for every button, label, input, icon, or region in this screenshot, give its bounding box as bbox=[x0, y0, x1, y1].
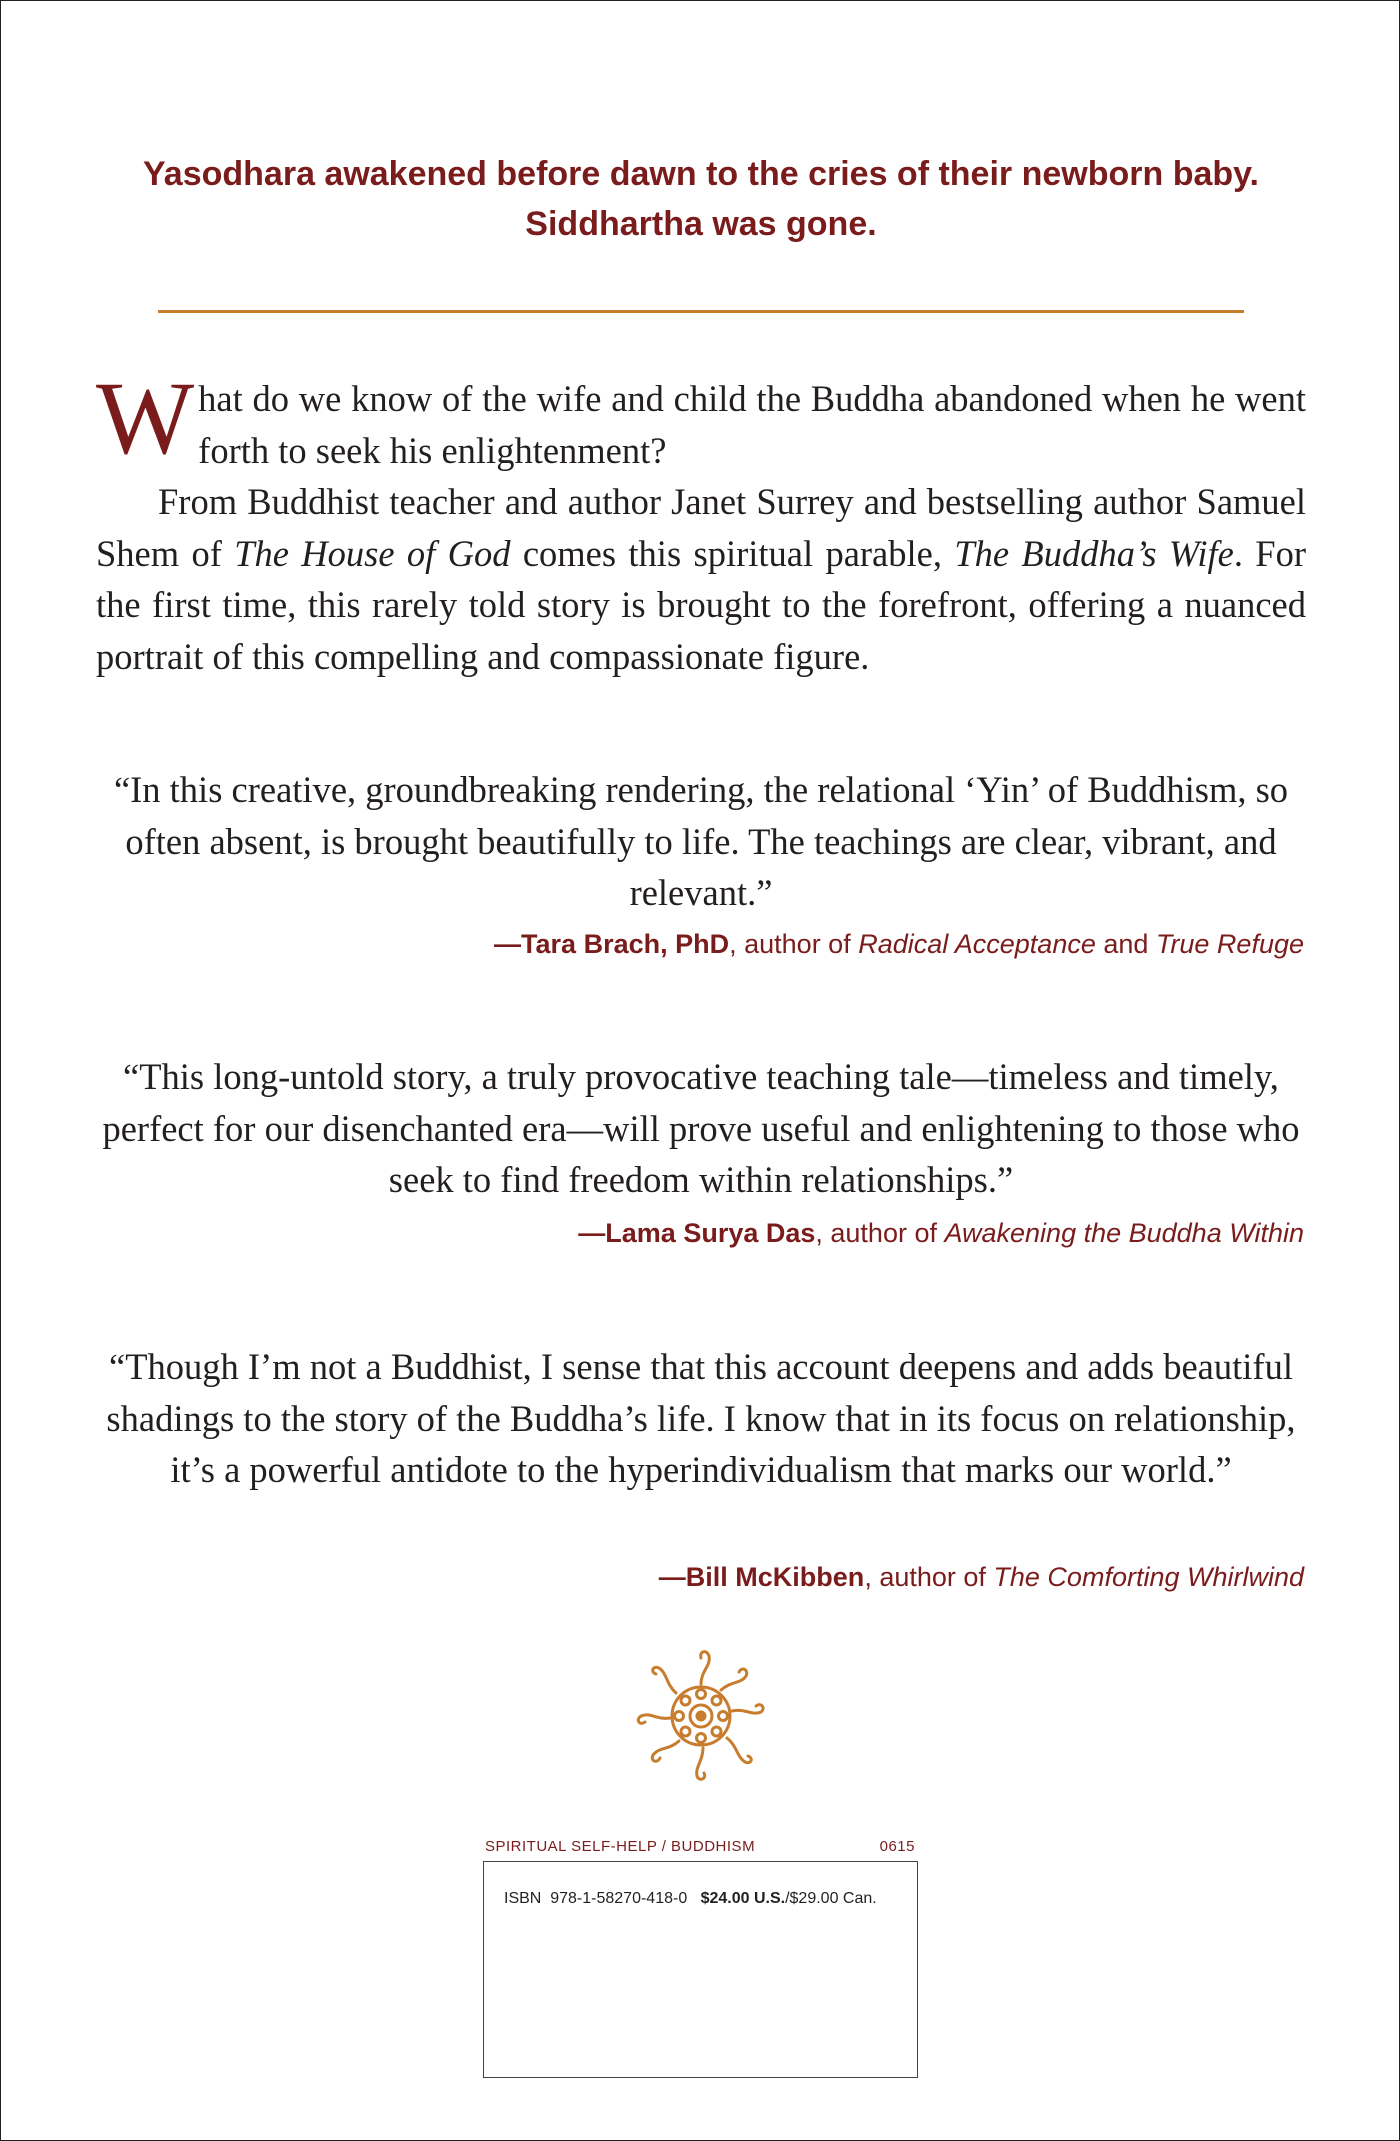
blurb-author-3: —Bill McKibben bbox=[658, 1562, 865, 1592]
attribution-and: and bbox=[1095, 929, 1156, 959]
blurb-work-1b: True Refuge bbox=[1155, 929, 1304, 959]
description-p2-text-b: comes this spiritual parable, bbox=[510, 532, 955, 574]
drop-cap: W bbox=[96, 361, 195, 476]
blurb-author-2: —Lama Surya Das bbox=[578, 1218, 816, 1248]
description bbox=[96, 361, 1306, 682]
barcode-box bbox=[483, 1861, 918, 2078]
price-can: /$29.00 Can. bbox=[785, 1890, 877, 1907]
divider-rule bbox=[158, 310, 1244, 313]
isbn-label: ISBN bbox=[504, 1890, 542, 1907]
blurb-quote-1: “In this creative, groundbreaking rendering, the relational ‘Yin’ of Buddhism, so often absent, is brought beautifully to life. The teachings are clear, vibrant, and relevant.” bbox=[113, 769, 1289, 913]
book-title-buddhas-wife: The Buddha’s Wife bbox=[954, 532, 1234, 574]
attribution-connector: , author of bbox=[729, 929, 859, 959]
blurb-attribution-3 bbox=[94, 1559, 1304, 1595]
blurb-attribution-2 bbox=[94, 1215, 1304, 1251]
price-us: $24.00 U.S. bbox=[700, 1890, 786, 1907]
description-paragraph-2 bbox=[96, 476, 1306, 682]
description-p1-text: hat do we know of the wife and child the Buddha abandoned when he went forth to seek his enlightenment? bbox=[198, 378, 1306, 471]
description-paragraph-1 bbox=[96, 361, 1306, 476]
blurb-quote-3: “Though I’m not a Buddhist, I sense that this account deepens and adds beautiful shadings to the story of the Buddha’s life. I know that in its focus on relationship, it’s a powerful antidote to the hyperindividualism that marks our world.” bbox=[106, 1346, 1296, 1490]
blurb-work-3: The Comforting Whirlwind bbox=[993, 1562, 1304, 1592]
book-title-house-of-god: The House of God bbox=[234, 532, 511, 574]
sun-spiral-ornament-icon bbox=[631, 1646, 771, 1786]
headline-line-2: Siddhartha was gone. bbox=[525, 205, 877, 243]
blurb-work-2: Awakening the Buddha Within bbox=[944, 1218, 1304, 1248]
headline-line-1: Yasodhara awakened before dawn to the cries of their newborn baby. bbox=[143, 155, 1259, 193]
category-label bbox=[485, 1838, 915, 1855]
isbn-number: 978-1-58270-418-0 bbox=[550, 1890, 688, 1907]
attribution-connector: , author of bbox=[815, 1218, 945, 1248]
blurb-attribution-1 bbox=[94, 926, 1304, 962]
description-p2-text-c: . For the first time, this rarely told story is brought to the forefront, offering a nuanced portrait of this compelling and compassionate figure. bbox=[96, 532, 1306, 677]
description-p2-text-a: From Buddhist teacher and author Janet Surrey and bestselling author Samuel Shem of bbox=[96, 481, 1306, 574]
attribution-connector: , author of bbox=[864, 1562, 994, 1592]
blurb-work-1a: Radical Acceptance bbox=[858, 929, 1096, 959]
category-text: SPIRITUAL SELF-HELP / BUDDHISM bbox=[485, 1838, 756, 1855]
blurb-author-1: —Tara Brach, PhD bbox=[494, 929, 730, 959]
category-code: 0615 bbox=[879, 1838, 915, 1855]
blurb-quote-2: “This long-untold story, a truly provocative teaching tale—timeless and timely, perfect for our disenchanted era—will prove useful and enlightening to those who seek to find freedom within relationships.” bbox=[102, 1056, 1300, 1200]
isbn-price-line bbox=[504, 1890, 877, 1908]
headline bbox=[1, 149, 1400, 249]
